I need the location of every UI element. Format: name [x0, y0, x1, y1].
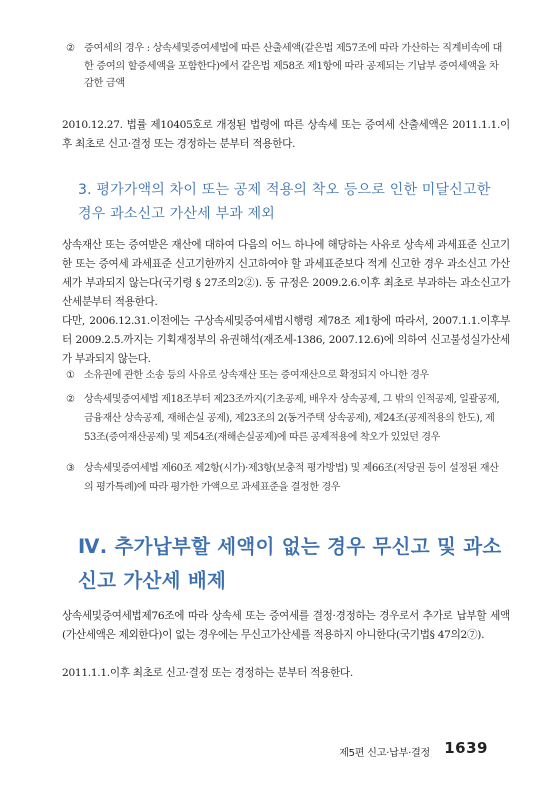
list-item-top	[66, 40, 502, 93]
item-text: 증여세의 경우 : 상속세및증여세법에 따른 산출세액(같은법 제57조에 따라 가산하는 직계비속에 대한 증여의 할증세액을 포함한다)에서 같은법 제58조 제1항에 따라 공제되는 기납부 증여세액을 차감한 금액	[84, 43, 503, 89]
chapter-4-paragraph-2: 2011.1.1.이후 최초로 신고·결정 또는 경정하는 분부터 적용한다.	[62, 667, 353, 679]
footer-section-label: 제5편 신고·납부·결정	[339, 748, 430, 759]
item-number: ③	[66, 463, 75, 474]
item-number: ①	[66, 370, 75, 381]
list-item	[66, 390, 502, 447]
item-number: ②	[66, 394, 75, 405]
item-text: 상속세및증여세법 제18조부터 제23조까지(기초공제, 배우자 상속공제, 그 밖의 인적공제, 일괄공제, 금융재산 상속공제, 재해손실 공제), 제23조의 2(동거주택 상속공제), 제24조(공제적용의 한도), 제53조(증여재산공제) 및 제54조(재해손실공제)에 따른 공제적용에 착오가 있었던 경우	[84, 394, 500, 443]
list-item	[66, 459, 502, 497]
page-footer	[300, 739, 490, 761]
item-text: 소유권에 관한 소송 등의 사유로 상속재산 또는 증여재산으로 확정되지 아니한 경우	[84, 370, 429, 381]
item-number: ②	[66, 43, 75, 54]
page-number: 1639	[444, 739, 488, 757]
chapter-4-heading: Ⅳ. 추가납부할 세액이 없는 경우 무신고 및 과소신고 가산세 배제	[78, 535, 502, 592]
item-text: 상속세및증여세법 제60조 제2항(시가)·제3항(보충적 평가방법) 및 제66조(저당권 등이 설정된 재산의 평가특례)에 따라 평가한 가액으로 과세표준을 결정한 경우	[84, 463, 499, 493]
section-3-paragraph-2: 다만, 2006.12.31.이전에는 구상속세및증여세법시행령 제78조 제1항에 따라서, 2007.1.1.이후부터 2009.2.5.까지는 기획재정부의 유권해석(재조세-1386, 2007.12.6)에 의하여 신고불성실가산세가 부과되지 않는다.	[62, 315, 510, 365]
list-item	[66, 366, 502, 385]
paragraph-2010-amendment: 2010.12.27. 법률 제10405호로 개정된 법령에 따른 상속세 또는 증여세 산출세액은 2011.1.1.이후 최초로 신고·결정 또는 경정하는 분부터 적용한다.	[62, 119, 510, 150]
section-3-heading: 3. 평가가액의 차이 또는 공제 적용의 착오 등으로 인한 미달신고한 경우 과소신고 가산세 부과 제외	[78, 182, 491, 222]
section-3-paragraph-1: 상속재산 또는 증여받은 재산에 대하여 다음의 어느 하나에 해당하는 사유로 상속세 과세표준 신고기한 또는 증여세 과세표준 신고기한까지 신고하여야 할 과세표준보다 적게 신고한 경우 과소신고 가산세가 부과되지 않는다(국기령 § 27조의2②). 동 규정은 2009.2.6.이후 최초로 부과하는 과소신고가산세분부터 적용한다.	[62, 239, 510, 308]
chapter-4-paragraph-1: 상속세및증여세법제76조에 따라 상속세 또는 증여세를 결정·경정하는 경우로서 추가로 납부할 세액(가산세액은 제외한다)이 없는 경우에는 무신고가산세를 적용하지 아니한다(국기법§ 47의2⑦).	[62, 610, 510, 641]
